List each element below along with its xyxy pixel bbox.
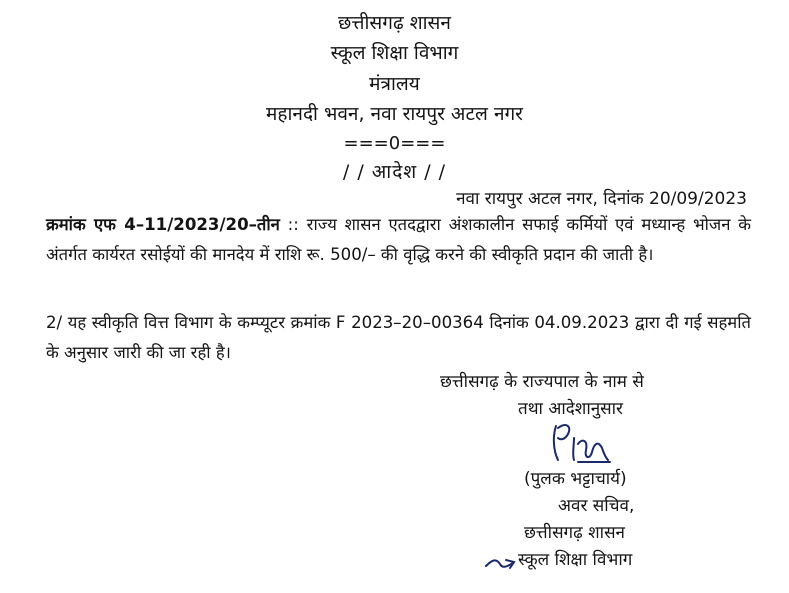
order-paragraph-1: [46, 210, 751, 270]
department-heading: स्कूल शिक्षा विभाग: [330, 42, 459, 64]
place-date-line: नवा रायपुर अटल नगर, दिनांक 20/09/2023: [456, 189, 747, 209]
address-heading: महानदी भवन, नवा रायपुर अटल नगर: [266, 103, 523, 125]
government-heading: छत्तीसगढ़ शासन: [338, 12, 451, 34]
governor-name-line: छत्तीसगढ़ के राज्यपाल के नाम से: [440, 372, 644, 392]
order-number: क्रमांक एफ 4–11/2023/20–तीन: [46, 215, 280, 234]
order-paragraph-2: 2/ यह स्वीकृति वित्त विभाग के कम्प्यूटर क्रमांक F 2023–20–00364 दिनांक 04.09.2023 द्वारा दी गई सहमति के अनुसार जारी की जा रही है।: [46, 313, 751, 362]
ministry-heading: मंत्रालय: [369, 73, 420, 95]
signatory-name: (पुलक भट्टाचार्य): [524, 469, 627, 489]
by-order-line: तथा आदेशानुसार: [518, 399, 624, 419]
signatory-government: छत्तीसगढ़ शासन: [524, 523, 625, 543]
signatory-department: स्कूल शिक्षा विभाग: [518, 550, 633, 570]
order-paragraph-1-text: :: राज्य शासन एतदद्वारा अंशकालीन सफाई कर्मियों एवं मध्यान्ह भोजन के अंतर्गत कार्यरत रसोईयों की मानदेय में राशि रू. 500/– की वृद्धि करने की स्वीकृति प्रदान की जाती है।: [46, 215, 751, 264]
handwritten-signature: [548, 418, 612, 468]
order-title: / / आदेश / /: [342, 161, 447, 183]
separator-line: ===0===: [343, 133, 446, 154]
pen-mark-icon: [484, 552, 518, 574]
signatory-designation: अवर सचिव,: [558, 496, 635, 516]
